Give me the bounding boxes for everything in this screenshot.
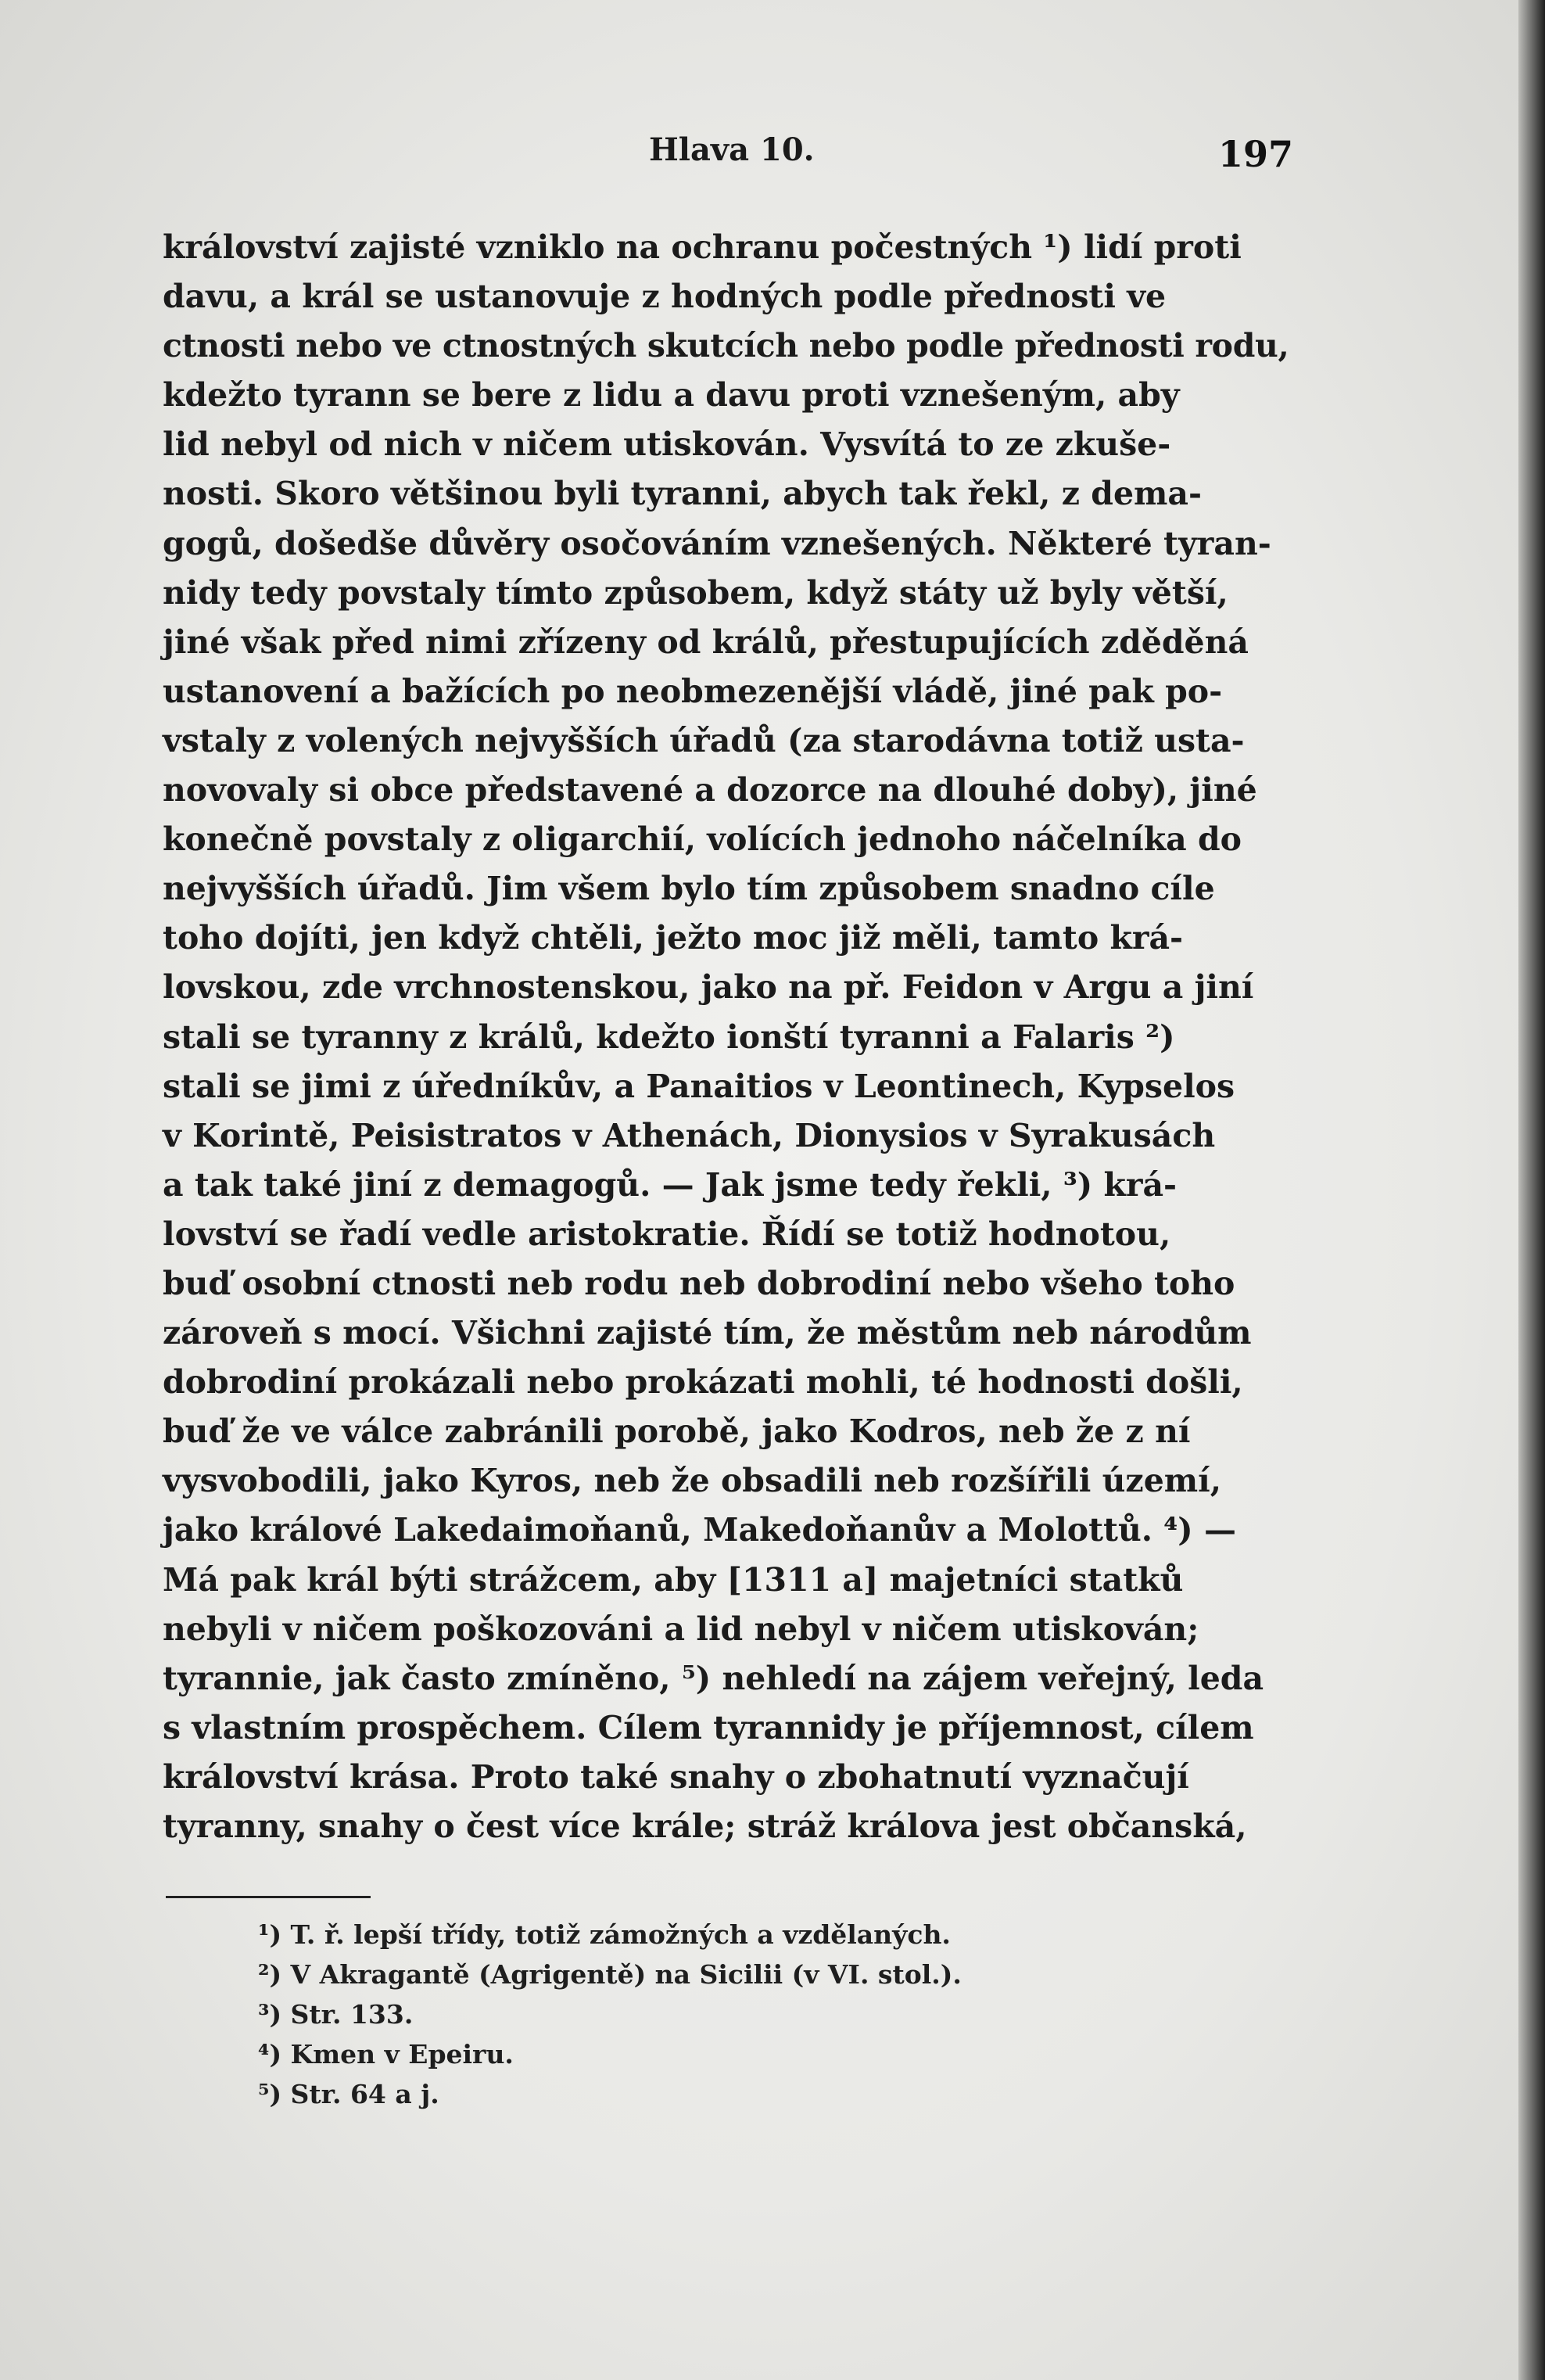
text-line: Má pak král býti strážcem, aby [1311 a] majetníci statků — [163, 1560, 1184, 1599]
footnote: ¹) T. ř. lepší třídy, totiž zámožných a vzdělaných. — [258, 1919, 951, 1950]
text-line: buď že ve válce zabránili porobě, jako Kodros, neb že z ní — [163, 1413, 1191, 1451]
text-line: ustanovení a bažících po neobmezenější vládě, jiné pak po- — [163, 672, 1223, 710]
footnote: ²) V Akragantě (Agrigentě) na Sicilii (v VI. stol.). — [258, 1959, 962, 1990]
text-line: kdežto tyrann se bere z lidu a davu proti vznešeným, aby — [163, 376, 1180, 415]
footnote: ⁵) Str. 64 a j. — [258, 2079, 439, 2109]
running-head: Hlava 10. — [649, 131, 815, 168]
text-line: lid nebyl od nich v ničem utiskován. Vysvítá to ze zkuše- — [163, 425, 1171, 464]
text-line: království zajisté vzniklo na ochranu počestných ¹) lidí proti — [163, 228, 1242, 266]
text-line: a tak také jiní z demagogů. — Jak jsme tedy řekli, ³) krá- — [163, 1165, 1178, 1204]
text-line: tyranny, snahy o čest více krále; stráž králova jest občanská, — [163, 1807, 1247, 1845]
footnote: ⁴) Kmen v Epeiru. — [258, 2039, 514, 2069]
page-edge-shadow — [1518, 0, 1545, 2380]
footnote: ³) Str. 133. — [258, 1999, 414, 2030]
body-text — [163, 223, 1289, 1851]
text-line: nosti. Skoro většinou byli tyranni, abych tak řekl, z dema- — [163, 475, 1202, 513]
text-line: davu, a král se ustanovuje z hodných podle přednosti ve — [163, 278, 1167, 316]
footnote-divider — [166, 1896, 371, 1898]
text-line: s vlastním prospěchem. Cílem tyrannidy je příjemnost, cílem — [163, 1708, 1254, 1746]
text-line: ctnosti nebo ve ctnostných skutcích nebo podle přednosti rodu, — [163, 327, 1289, 365]
text-line: v Korintě, Peisistratos v Athenách, Dionysios v Syrakusách — [163, 1116, 1216, 1154]
text-line: vstaly z volených nejvyšších úřadů (za starodávna totiž usta- — [163, 721, 1245, 759]
text-line: buď osobní ctnosti neb rodu neb dobrodiní nebo všeho toho — [163, 1264, 1235, 1302]
text-line: konečně povstaly z oligarchií, volících jednoho náčelníka do — [163, 820, 1242, 859]
text-line: toho dojíti, jen když chtěli, ježto moc již měli, tamto krá- — [163, 919, 1184, 957]
text-line: stali se tyranny z králů, kdežto ionští tyranni a Falaris ²) — [163, 1018, 1175, 1056]
text-line: gogů, došedše důvěry osočováním vznešených. Některé tyran- — [163, 524, 1271, 562]
text-line: stali se jimi z úředníkův, a Panaitios v Leontinech, Kypselos — [163, 1067, 1235, 1105]
text-line: nidy tedy povstaly tímto způsobem, když státy už byly větší, — [163, 573, 1228, 612]
page-number: 197 — [1218, 133, 1294, 175]
text-line: nejvyšších úřadů. Jim všem bylo tím způsobem snadno cíle — [163, 870, 1215, 908]
text-line: dobrodiní prokázali nebo prokázati mohli, té hodnosti došli, — [163, 1363, 1243, 1402]
text-line: jako králové Lakedaimoňanů, Makedoňanův a Molottů. ⁴) — — [163, 1511, 1236, 1549]
text-line: vysvobodili, jako Kyros, neb že obsadili neb rozšířili území, — [163, 1462, 1222, 1500]
text-line: tyrannie, jak často zmíněno, ⁵) nehledí na zájem veřejný, leda — [163, 1659, 1264, 1697]
text-line: nebyli v ničem poškozováni a lid nebyl v ničem utiskován; — [163, 1610, 1199, 1648]
text-line: lovství se řadí vedle aristokratie. Řídí se totiž hodnotou, — [163, 1215, 1171, 1253]
text-line: lovskou, zde vrchnostenskou, jako na př. Feidon v Argu a jiní — [163, 968, 1254, 1007]
text-line: zároveň s mocí. Všichni zajisté tím, že městům neb národům — [163, 1314, 1252, 1352]
text-line: jiné však před nimi zřízeny od králů, přestupujících zděděná — [163, 623, 1249, 661]
text-line: království krása. Proto také snahy o zbohatnutí vyznačují — [163, 1757, 1189, 1796]
footnotes — [258, 1915, 962, 2114]
text-line: novovaly si obce představené a dozorce na dlouhé doby), jiné — [163, 771, 1257, 809]
